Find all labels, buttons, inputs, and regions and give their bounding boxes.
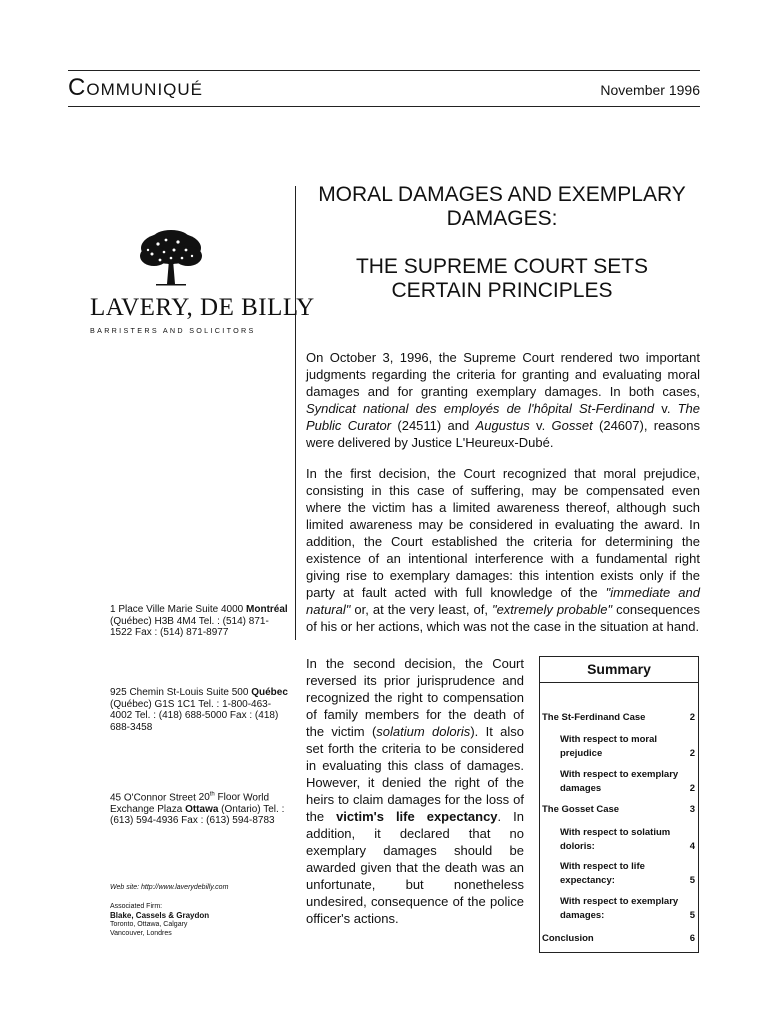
summary-box xyxy=(539,656,699,953)
website-link[interactable]: Web site: http://www.laverydebilly.com xyxy=(110,884,229,891)
office-address-ottawa: 45 O'Connor Street 20th Floor World Exchange Plaza Ottawa (Ontario) Tel. : (613) 594-4936 Fax : (613) 594-8783 xyxy=(110,792,285,827)
summary-item[interactable]: With respect to life expectancy: 5 xyxy=(560,861,695,886)
firm-name: LAVERY, DE BILLY xyxy=(90,294,315,321)
publication-date: November 1996 xyxy=(600,82,700,98)
summary-title: Summary xyxy=(587,661,651,677)
summary-item[interactable]: With respect to exemplary damages: 5 xyxy=(560,896,695,921)
firm-tagline: BARRISTERS AND SOLICITORS xyxy=(90,326,256,335)
summary-item[interactable]: With respect to exemplary damages 2 xyxy=(560,769,695,794)
body-paragraph: In the second decision, the Court reversed its prior jurisprudence and recognized the right to compensation of family members for the death of the victim (solatium doloris). It also set forth the criteria to be considered in evaluating this class of damages. However, it denied the right of the heirs to claim damages for the loss of the victim's life expectancy. In addition, it declared that no exemplary damages should be awarded given that the death was an unfortunate, but nonetheless undesired, consequence of the police officer's actions. xyxy=(306,656,524,926)
column-divider xyxy=(295,186,296,640)
associated-firm: Associated Firm: Blake, Cassels & Graydon Toronto, Ottawa, Calgary Vancouver, Londres xyxy=(110,903,210,937)
office-address-montreal: 1 Place Ville Marie Suite 4000 Montréal (Québec) H3B 4M4 Tel. : (514) 871-1522 Fax : (514) 871-8977 xyxy=(110,604,288,638)
summary-item[interactable]: The Gosset Case 3 xyxy=(542,804,695,815)
headline-line: DAMAGES: xyxy=(446,207,558,230)
subheadline-line: THE SUPREME COURT SETS xyxy=(355,255,649,278)
brand-title: COMMUNIQUÉ xyxy=(68,74,204,101)
summary-item[interactable]: With respect to solatium doloris: 4 xyxy=(560,827,695,852)
subheadline-line: CERTAIN PRINCIPLES xyxy=(391,279,613,302)
body-paragraph: In the first decision, the Court recognized that moral prejudice, consisting in this case of suffering, may be compensated even where the victim has a limited awareness thereof, although such limited awareness may be considered in evaluating the award. In addition, the Court established the criteria for determining the existence of an intentional interference with a fundamental right giving rise to exemplary damages: this intention exists only if the party at fault acted with full knowledge of the "immediate and natural" or, at the very least, of, "extremely probable" consequences of his or her actions, which was not the case in the situation at hand. xyxy=(306,466,701,634)
summary-item[interactable]: The St-Ferdinand Case 2 xyxy=(542,712,695,723)
office-address-quebec: 925 Chemin St-Louis Suite 500 Québec (Québec) G1S 1C1 Tel. : 1-800-463-4002 Tel. : (418) 688-5000 Fax : (418) 688-3458 xyxy=(110,687,288,733)
summary-item[interactable]: Conclusion 6 xyxy=(542,933,695,944)
header-rule-top xyxy=(68,70,700,71)
tree-icon xyxy=(136,230,206,290)
summary-item[interactable]: With respect to moral prejudice 2 xyxy=(560,734,695,759)
body-paragraph: On October 3, 1996, the Supreme Court rendered two important judgments regarding the criteria for granting and evaluating moral damages and for granting exemplary damages. In both cases, Syndicat national des employés de l'hôpital St-Ferdinand v. The Public Curator (24511) and Augustus v. Gosset (24607), reasons were delivered by Justice L'Heureux-Dubé. xyxy=(306,350,700,450)
summary-rule xyxy=(540,682,698,683)
headline-line: MORAL DAMAGES AND EXEMPLARY xyxy=(318,183,686,206)
headline xyxy=(306,183,698,303)
header-rule-bottom xyxy=(68,106,700,107)
